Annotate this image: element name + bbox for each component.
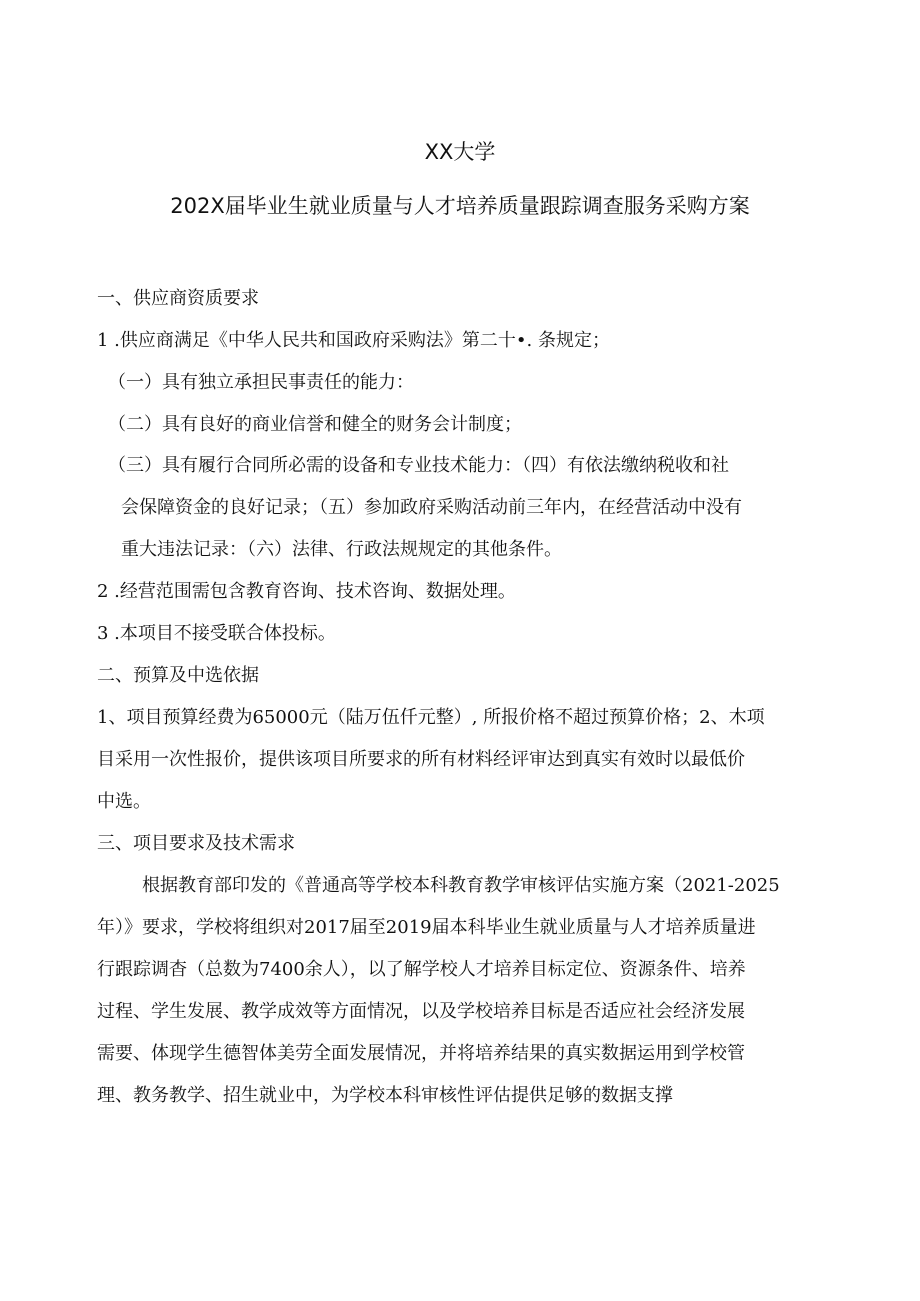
paragraph-line: 2 .经营范围需包含教育咨询、技术咨询、数据处理。 — [97, 581, 516, 602]
paragraph-line: 3 .本项目不接受联合体投标。 — [97, 623, 336, 644]
paragraph-line: 会保障资金的良好记录；（五）参加政府采购活动前三年内，在经营活动中没有 — [121, 497, 742, 518]
paragraph-line: 1 .供应商满足《中华人民共和国政府采购法》第二十•. 条规定； — [97, 330, 610, 351]
paragraph-line: （三）具有履行合同所必需的设备和专业技术能力：（四）有依法缴纳税收和社 — [108, 455, 729, 476]
paragraph-line: （二）具有良好的商业信誉和健全的财务会计制度； — [108, 414, 522, 435]
section-heading-qualifications: 一、供应商资质要求 — [97, 288, 259, 309]
paragraph-line: 年）》要求，学校将组织对2017届至2019届本科毕业生就业质量与人才培养质量进 — [97, 917, 756, 938]
paragraph-line: （一）具有独立承担民事责任的能力： — [108, 372, 414, 393]
university-name: XX大学 — [424, 140, 496, 164]
section-heading-requirements: 三、项目要求及技术需求 — [97, 833, 295, 854]
paragraph-line: 理、教务教学、招生就业中，为学校本科审核性评估提供足够的数据支撑 — [97, 1085, 673, 1106]
paragraph-line: 目采用一次性报价，提供该项目所要求的所有材料经评审达到真实有效时以最低价 — [97, 749, 745, 770]
paragraph-line: 1、项目预算经费为65000元（陆万伍仟元整）, 所报价格不超过预算价格；2、木项 — [97, 707, 765, 728]
paragraph-line: 中选。 — [97, 791, 151, 812]
paragraph-line: 过程、学生发展、教学成效等方面情况，以及学校培养目标是否适应社会经济发展 — [97, 1001, 745, 1022]
paragraph-line: 根据教育部印发的《普通高等学校本科教育教学审核评估实施方案（2021-2025 — [142, 875, 780, 896]
paragraph-line: 重大违法记录：（六）法律、行政法规规定的其他条件。 — [121, 539, 562, 560]
paragraph-line: 行跟踪调杳（总数为7400余人），以了解学校人才培养目标定位、资源条件、培养 — [97, 959, 746, 980]
section-heading-budget: 二、预算及中选依据 — [97, 665, 259, 686]
document-title: 202X届毕业生就业质量与人才培养质量跟踪调查服务采购方案 — [170, 194, 750, 218]
paragraph-line: 需要、体现学生德智体美劳全面发展情况，并将培养结果的真实数据运用到学校管 — [97, 1043, 745, 1064]
